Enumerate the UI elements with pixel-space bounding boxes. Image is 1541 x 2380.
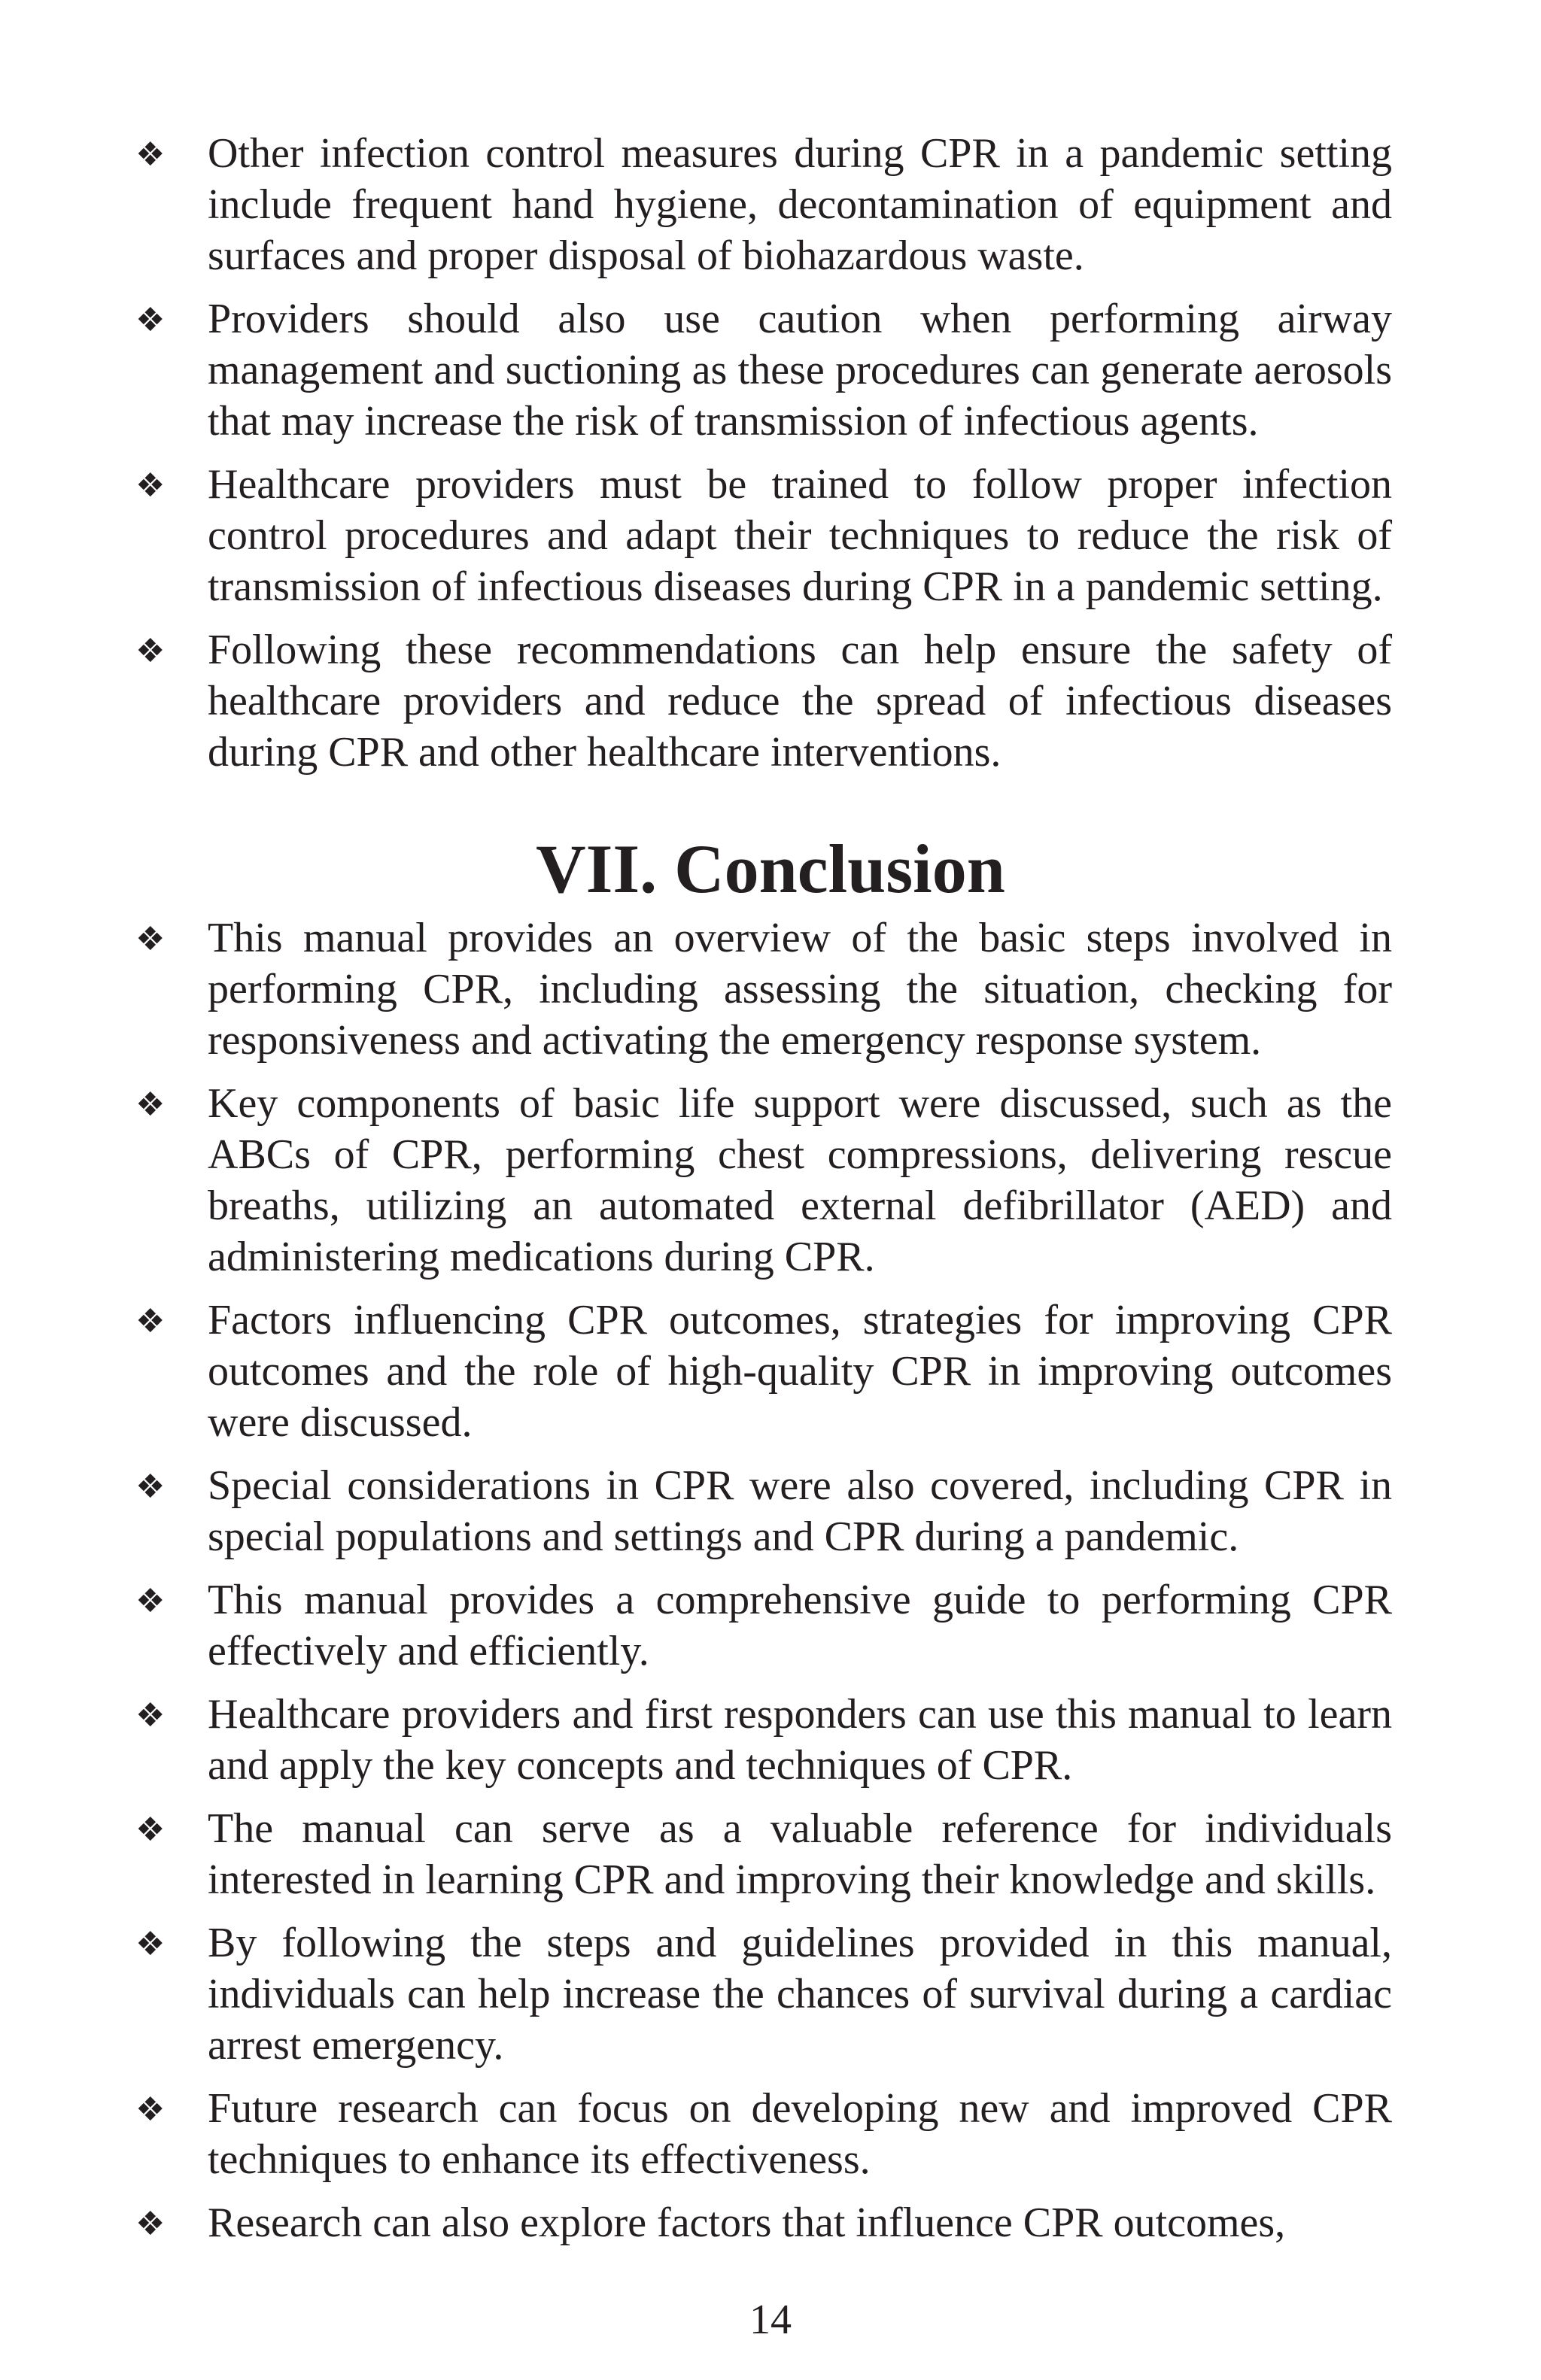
list-item-text: Future research can focus on developing new and improved CPR techniques to enhance its effectiveness. (208, 2085, 1392, 2183)
section-heading: VII. Conclusion (536, 830, 1005, 907)
list-item-text: Healthcare providers and first responders can use this manual to learn and apply the key concepts and techniques of CPR. (208, 1691, 1392, 1789)
diamond-bullet-icon: ❖ (135, 1302, 166, 1340)
list-item-text: Research can also explore factors that influence CPR outcomes, (208, 2199, 1286, 2246)
diamond-bullet-icon: ❖ (135, 1582, 166, 1620)
list-item (135, 2083, 1392, 2185)
list-item (135, 459, 1392, 612)
diamond-bullet-icon: ❖ (135, 301, 166, 339)
diamond-bullet-icon: ❖ (135, 466, 166, 505)
diamond-bullet-icon: ❖ (135, 920, 166, 958)
list-item (135, 1574, 1392, 1677)
list-item-text: The manual can serve as a valuable reference for individuals interested in learning CPR and improving their knowledge and skills. (208, 1805, 1392, 1903)
diamond-bullet-icon: ❖ (135, 1925, 166, 1963)
list-item-text: Other infection control measures during CPR in a pandemic setting include frequent hand hygiene, decontamination of equipment and surfaces and proper disposal of biohazardous waste. (208, 130, 1392, 279)
diamond-bullet-icon: ❖ (135, 2090, 166, 2129)
list-item (135, 1460, 1392, 1562)
diamond-bullet-icon: ❖ (135, 632, 166, 670)
list-item-text: Healthcare providers must be trained to follow proper infection control procedures and adapt their techniques to reduce the risk of transmission of infectious diseases during CPR in a pandemic setting. (208, 461, 1392, 610)
conclusion-list (135, 912, 1392, 2260)
list-item-text: Key components of basic life support were discussed, such as the ABCs of CPR, performing chest compressions, delivering rescue breaths, utilizing an automated external defibrillator (AED) and administering medications during CPR. (208, 1080, 1392, 1280)
list-item-text: Special considerations in CPR were also covered, including CPR in special populations and settings and CPR during a pandemic. (208, 1462, 1392, 1560)
infection-control-list (135, 128, 1392, 790)
list-item (135, 293, 1392, 447)
list-item (135, 1295, 1392, 1448)
list-item-text: This manual provides an overview of the basic steps involved in performing CPR, including assessing the situation, checking for responsiveness and activating the emergency response system. (208, 915, 1392, 1064)
list-item (135, 1078, 1392, 1283)
list-item-text: This manual provides a comprehensive guide to performing CPR effectively and efficiently. (208, 1577, 1392, 1674)
page-number: 14 (749, 2297, 792, 2343)
diamond-bullet-icon: ❖ (135, 1085, 166, 1124)
list-item (135, 128, 1392, 281)
diamond-bullet-icon: ❖ (135, 1468, 166, 1506)
list-item-text: By following the steps and guidelines provided in this manual, individuals can help increase the chances of survival during a cardiac arrest emergency. (208, 1920, 1392, 2069)
diamond-bullet-icon: ❖ (135, 2205, 166, 2243)
list-item-text: Factors influencing CPR outcomes, strategies for improving CPR outcomes and the role of high-quality CPR in improving outcomes were discussed. (208, 1297, 1392, 1446)
list-item (135, 2197, 1392, 2248)
list-item (135, 1803, 1392, 1905)
list-item (135, 1917, 1392, 2071)
diamond-bullet-icon: ❖ (135, 135, 166, 174)
list-item-text: Following these recommendations can help ensure the safety of healthcare providers and reduce the spread of infectious diseases during CPR and other healthcare interventions. (208, 627, 1392, 776)
diamond-bullet-icon: ❖ (135, 1696, 166, 1735)
list-item (135, 624, 1392, 778)
list-item (135, 912, 1392, 1066)
list-item-text: Providers should also use caution when performing airway management and suctioning as these procedures can generate aerosols that may increase the risk of transmission of infectious agents. (208, 296, 1392, 445)
list-item (135, 1689, 1392, 1791)
diamond-bullet-icon: ❖ (135, 1811, 166, 1849)
